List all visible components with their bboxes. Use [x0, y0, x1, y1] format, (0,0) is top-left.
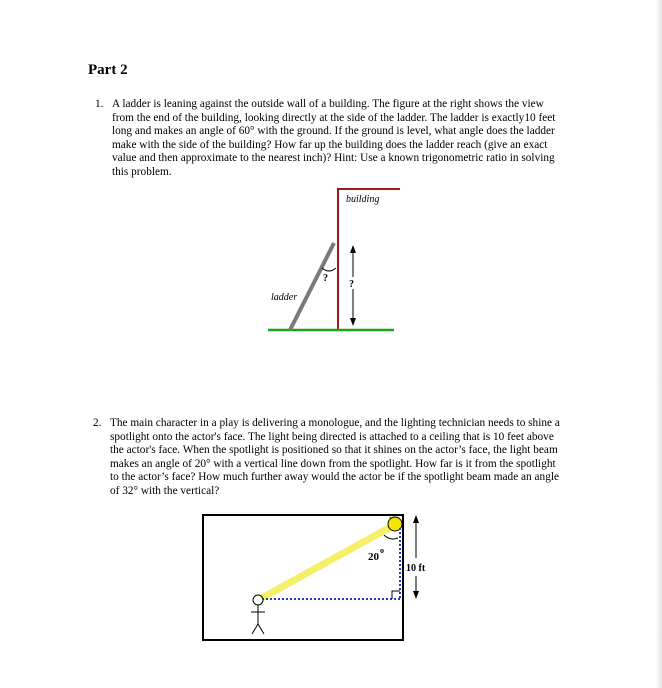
angle-20-arc [384, 535, 398, 539]
angle-degree-sign: o [380, 546, 384, 555]
ten-ft-arrowhead-down [413, 591, 419, 599]
part-heading: Part 2 [88, 62, 128, 78]
angle-unknown-label: ? [323, 273, 328, 284]
building-label: building [346, 194, 380, 205]
angle-20-label: 20 [368, 551, 379, 563]
ten-ft-arrowhead-up [413, 515, 419, 523]
height-unknown-label: ? [349, 279, 354, 290]
question-1-number: 1. [95, 98, 104, 110]
question-2-number: 2. [93, 417, 102, 429]
question-1-text: A ladder is leaning against the outside wall of a building. The figure at the right shows the view from the end of the building, looking directly at the side of the ladder. The ladder is exactly10 feet long and makes an angle of 60° with the ground. If the ground is level, what angle does the ladder make with the side of the building? How far up the building does the ladder reach (give an exact value and then approximate to the nearest inch)? Hint: Use a known trigonometric ratio in solving this problem. [112, 98, 556, 178]
right-angle-mark [392, 591, 400, 599]
actor-stick-figure [251, 595, 265, 634]
question-2-text: The main character in a play is delivering a monologue, and the lighting technician needs to shine a spotlight onto the actor's face. The light being directed is attached to a ceiling that is 10 feet above the actor's face. When the spotlight is positioned so that it shines on the actor’s face, the light beam makes an angle of 20° with a vertical line down from the spotlight. How far is it from the spotlight to the actor’s face? How much further away would the actor be if the spotlight beam made an angle of 32° with the vertical? [110, 417, 560, 497]
ladder-label: ladder [271, 292, 298, 303]
ten-ft-label: 10 ft [406, 563, 426, 574]
